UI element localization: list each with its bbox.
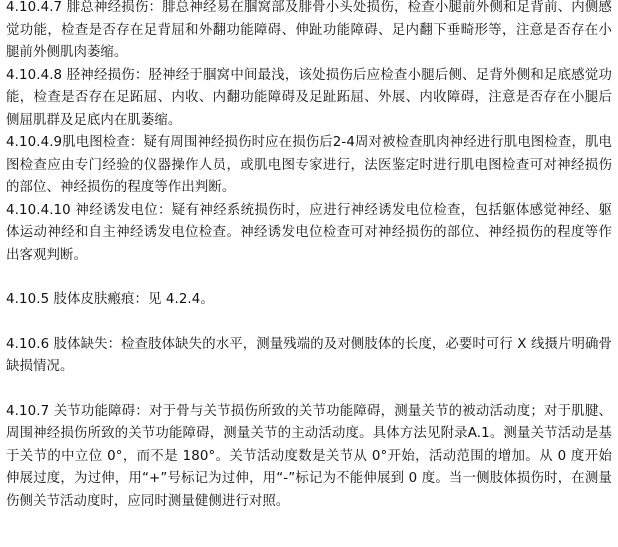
- paragraph-gap: [6, 312, 612, 334]
- paragraph-4-10-6: [6, 334, 612, 379]
- paragraph-4-10-4-9: [6, 132, 612, 200]
- paragraph-4-10-7: [6, 401, 612, 514]
- paragraph-text: 腓总神经损伤：腓总神经易在腘窝部及腓骨小头处损伤，检查小腿前外侧和足背前、内侧感觉功能，检查是否存在足背屈和外翻功能障碍、伸趾功能障碍、足内翻下垂畸形等，注意是否存在小腿前外侧肌肉萎缩。: [6, 0, 612, 60]
- section-number: 4.10.4.10: [6, 202, 71, 218]
- section-number: 4.10.4.9: [6, 135, 63, 150]
- paragraph-text: 关节功能障碍：对于骨与关节损伤所致的关节功能障碍，测量关节的被动活动度；对于肌腱、周围神经损伤所致的关节功能障碍，测量关节的主动活动度。具体方法见附录A.1。测量关节活动是基于关节的中立位 0°，而不是 180°。关节活动度数是关节从 0°开始，活动范围的增加。从 0 度开始伸展过度，为过伸，用“+”号标记为过伸，用“-”标记为不能伸展到 0 度。当一侧肢体损伤时，在测量伤侧关节活动度时，应同时测量健侧进行对照。: [6, 403, 612, 509]
- paragraph-text: 胫神经损伤：胫神经于腘窝中间最浅，该处损伤后应检查小腿后侧、足背外侧和足底感觉功能，检查是否存在足跖屈、内收、内翻功能障碍及足趾跖屈、外展、内收障碍，注意是否存在小腿后侧屈肌群及足底内在肌萎缩。: [6, 67, 612, 128]
- paragraph-4-10-4-8: [6, 65, 612, 133]
- section-number: 4.10.4.7: [6, 0, 63, 15]
- paragraph-gap: [6, 267, 612, 289]
- section-number: 4.10.7: [6, 403, 50, 419]
- paragraph-text: 肢体皮肤瘢痕：见 4.2.4。: [49, 292, 214, 307]
- paragraph-4-10-4-7: [6, 0, 612, 65]
- paragraph-gap: [6, 379, 612, 401]
- section-number: 4.10.5: [6, 292, 50, 307]
- paragraph-text: 神经诱发电位：疑有神经系统损伤时，应进行神经诱发电位检查，包括躯体感觉神经、躯体运动神经和自主神经诱发电位检查。神经诱发电位检查可对神经损伤的部位、神经损伤的程度等作出客观判断。: [6, 202, 612, 263]
- section-number: 4.10.4.8: [6, 67, 63, 83]
- paragraph-text: 肢体缺失：检查肢体缺失的水平，测量残端的及对侧肢体的长度，必要时可行 X 线摄片明确骨缺损情况。: [6, 336, 612, 374]
- paragraph-4-10-5: [6, 289, 612, 312]
- paragraph-4-10-4-10: [6, 200, 612, 268]
- section-number: 4.10.6: [6, 336, 50, 352]
- paragraph-text: 肌电图检查：疑有周围神经损伤时应在损伤后2-4周对被检查肌肉神经进行肌电图检查，肌电图检查应由专门经验的仪器操作人员，或肌电图专家进行，法医鉴定时进行肌电图检查可对神经损伤的部位、神经损伤的程度等作出判断。: [6, 135, 612, 195]
